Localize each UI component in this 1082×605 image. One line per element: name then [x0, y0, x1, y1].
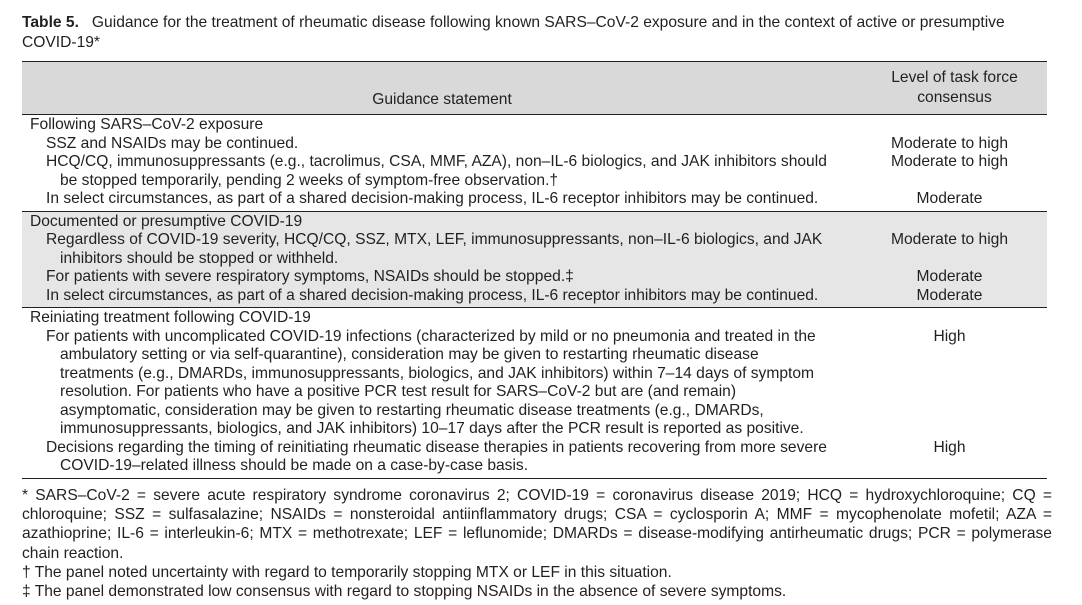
- row-statement: Decisions regarding the timing of reinitiating rheumatic disease therapies in patients recovering from more severe COVID-19–related illness should be made on a case-by-case basis.: [46, 438, 827, 474]
- section-title: Documented or presumptive COVID-19: [30, 212, 303, 230]
- row-statement: Regardless of COVID-19 severity, HCQ/CQ, SSZ, MTX, LEF, immunosuppressants, non–IL-6 biologics, and JAK inhibitors should be stopped or withheld.: [46, 231, 823, 267]
- row-statement: In select circumstances, as part of a shared decision-making process, IL-6 receptor inhibitors may be continued.: [46, 190, 819, 207]
- header-consensus-line1: Level of task force: [891, 69, 1018, 86]
- table-row: [22, 287, 1047, 306]
- row-statement: HCQ/CQ, immunosuppressants (e.g., tacrolimus, CSA, MMF, AZA), non–IL-6 biologics, and JAK inhibitors should be stopped temporarily, pending 2 weeks of symptom-free observation.†: [46, 153, 827, 189]
- table-title: Guidance for the treatment of rheumatic disease following known SARS–CoV-2 exposure and in the context of active or presumptive COVID-19*: [22, 14, 1005, 51]
- table-caption: [22, 13, 1062, 53]
- row-level: Moderate: [916, 268, 983, 285]
- table-row: [22, 190, 1047, 209]
- section-exposure: [22, 115, 1047, 211]
- section-title: Reiniating treatment following COVID-19: [30, 309, 311, 326]
- header-consensus-line2: consensus: [917, 88, 992, 106]
- table-row: [22, 231, 1047, 268]
- footnote-dagger: † The panel noted uncertainty with regard to temporarily stopping MTX or LEF in this situation.: [22, 563, 672, 581]
- row-level: Moderate: [916, 190, 983, 207]
- header-guidance-statement: Guidance statement: [372, 91, 512, 108]
- row-level: Moderate to high: [890, 153, 1009, 170]
- row-level: Moderate to high: [890, 231, 1009, 248]
- row-statement: For patients with uncomplicated COVID-19 infections (characterized by mild or no pneumonia and treated in the ambulatory setting or via self-quarantine), consideration may be given to restarting rheumatic disease treatments (e.g., DMARDs, immunosuppressants, biologics, and JAK inhibitors) within 7–14 days of symptom resolution. For patients who have a positive PCR test result for SARS–CoV-2 but are (and remain) asymptomatic, consideration may be given to restarting rheumatic disease treatments (e.g., DMARDs, immunosuppressants, biologics, and JAK inhibitors) 10–17 days after the PCR result is reported as positive.: [46, 327, 816, 437]
- row-statement: SSZ and NSAIDs may be continued.: [46, 134, 299, 152]
- table-label: Table 5.: [22, 14, 79, 31]
- table-footnotes: [22, 486, 1052, 601]
- footnote-double-dagger: ‡ The panel demonstrated low consensus with regard to stopping NSAIDs in the absence of severe symptoms.: [22, 583, 787, 601]
- table-row: [22, 135, 1047, 154]
- header-consensus-level: [862, 68, 1047, 107]
- section-documented-covid: [22, 211, 1047, 308]
- row-level: High: [933, 438, 966, 456]
- row-level: High: [933, 327, 966, 345]
- table-row: [22, 268, 1047, 287]
- section-title: Following SARS–CoV-2 exposure: [30, 116, 264, 133]
- section-reinitiating: [22, 307, 1047, 478]
- row-statement: For patients with severe respiratory symptoms, NSAIDs should be stopped.‡: [46, 268, 574, 285]
- footnote-abbreviations: * SARS–CoV-2 = severe acute respiratory syndrome coronavirus 2; COVID-19 = coronavirus disease 2019; HCQ = hydroxychloroquine; CQ = chloroquine; SSZ = sulfasalazine; NSAIDs = nonsteroidal antiinflammatory drugs; CSA = cyclosporin A; MMF = mycophenolate mofetil; AZA = azathioprine; IL-6 = interleukin-6; MTX = methotrexate; LEF = leflunomide; DMARDs = disease-modifying antirheumatic drugs; PCR = polymerase chain reaction.: [22, 487, 1052, 562]
- table-row: [22, 328, 1047, 439]
- table-header: [22, 62, 1047, 114]
- guidance-table: [22, 61, 1047, 479]
- row-level: Moderate: [916, 286, 983, 304]
- row-statement: In select circumstances, as part of a shared decision-making process, IL-6 receptor inhibitors may be continued.: [46, 286, 819, 304]
- table-row: [22, 439, 1047, 476]
- table-row: [22, 153, 1047, 190]
- row-level: Moderate to high: [890, 134, 1009, 152]
